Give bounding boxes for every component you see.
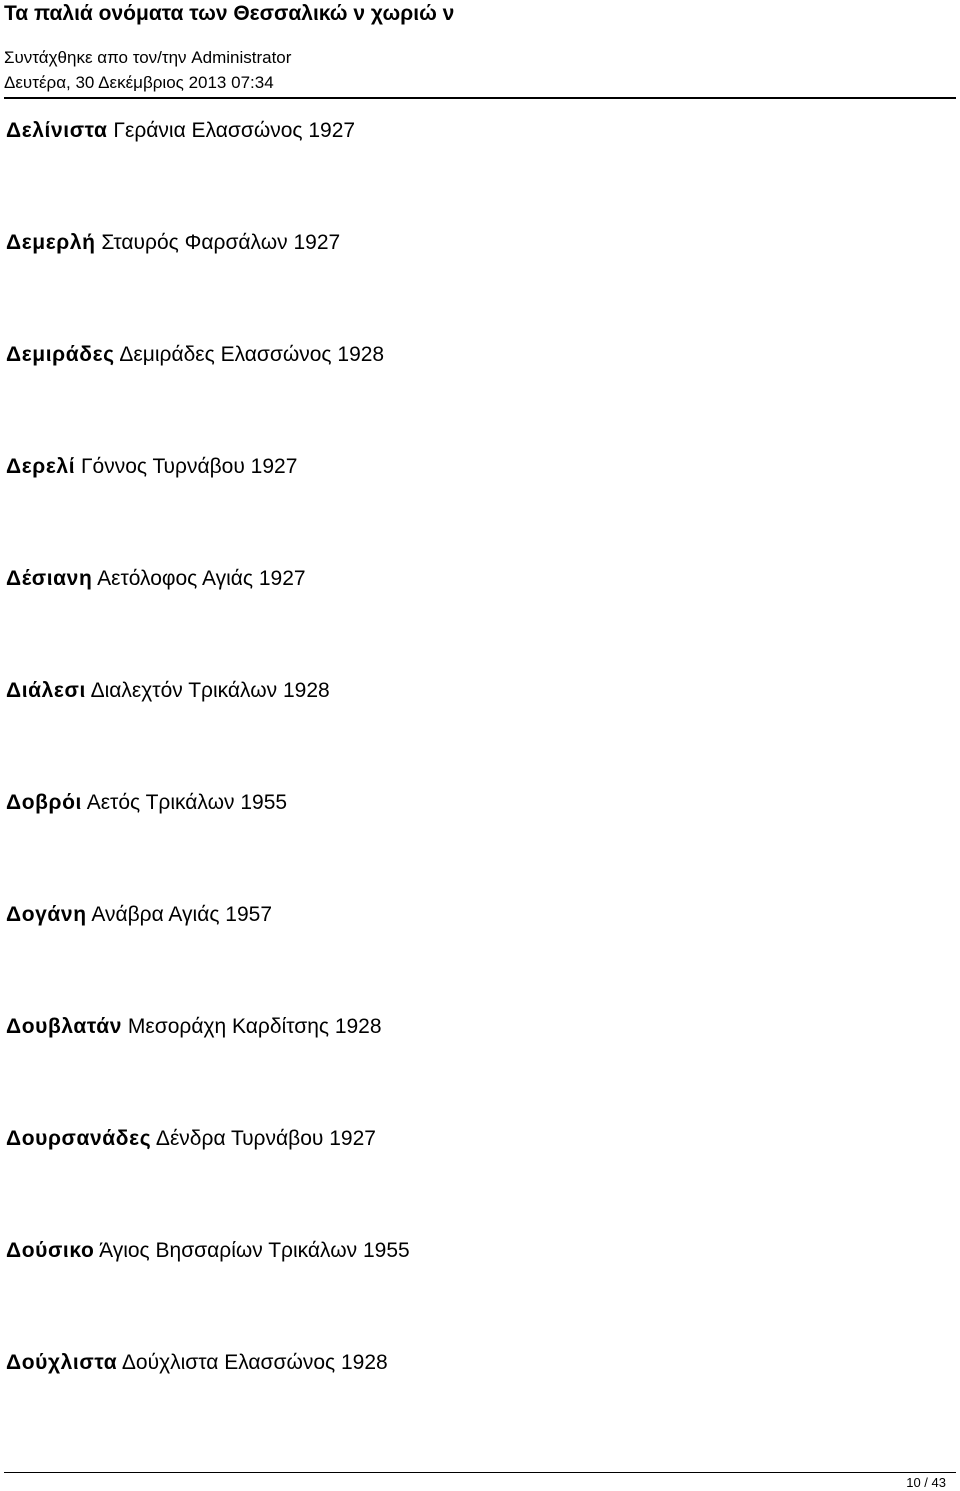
- new-village-name: Αετός Τρικάλων 1955: [86, 791, 288, 814]
- date-line: Δευτέρα, 30 Δεκέμβριος 2013 07:34: [4, 73, 274, 92]
- page-title: Τα παλιά ονόματα των Θεσσαλικώ ν χωριώ ν: [4, 2, 455, 25]
- new-village-name: Δεμιράδες Ελασσώνος 1928: [119, 343, 385, 366]
- old-village-name: Δουρσανάδες: [6, 1127, 152, 1150]
- list-item: [6, 565, 946, 677]
- page-number: 10 / 43: [906, 1475, 946, 1490]
- old-village-name: Δουβλατάν: [6, 1015, 123, 1038]
- old-village-name: Δελίνιστα: [6, 119, 108, 142]
- list-item: [6, 1349, 946, 1461]
- old-village-name: Δούσικο: [6, 1239, 95, 1262]
- new-village-name: Διαλεχτόν Τρικάλων 1928: [90, 679, 330, 702]
- old-village-name: Διάλεσι: [6, 679, 86, 702]
- old-village-name: Δογάνη: [6, 903, 87, 926]
- list-item: [6, 229, 946, 341]
- new-village-name: Γόννος Τυρνάβου 1927: [80, 455, 298, 478]
- header-divider: [4, 97, 956, 99]
- list-item: [6, 677, 946, 789]
- old-village-name: Δούχλιστα: [6, 1351, 118, 1374]
- list-item: [6, 341, 946, 453]
- list-item: [6, 1237, 946, 1349]
- list-item: [6, 1013, 946, 1125]
- new-village-name: Άγιος Βησσαρίων Τρικάλων 1955: [99, 1239, 410, 1262]
- new-village-name: Μεσοράχη Καρδίτσης 1928: [127, 1015, 382, 1038]
- list-item: [6, 789, 946, 901]
- old-village-name: Δέσιανη: [6, 567, 93, 590]
- new-village-name: Σταυρός Φαρσάλων 1927: [101, 231, 341, 254]
- list-item: [6, 901, 946, 1013]
- footer-divider: [4, 1472, 956, 1473]
- old-village-name: Δοβρόι: [6, 791, 82, 814]
- list-item: [6, 1125, 946, 1237]
- new-village-name: Γεράνια Ελασσώνος 1927: [113, 119, 356, 142]
- list-item: [6, 117, 946, 229]
- list-item: [6, 453, 946, 565]
- old-village-name: Δερελί: [6, 455, 76, 478]
- new-village-name: Ανάβρα Αγιάς 1957: [91, 903, 273, 926]
- new-village-name: Δούχλιστα Ελασσώνος 1928: [121, 1351, 388, 1374]
- village-name-list: [6, 117, 946, 1461]
- old-village-name: Δεμιράδες: [6, 343, 115, 366]
- new-village-name: Αετόλοφος Αγιάς 1927: [97, 567, 306, 590]
- new-village-name: Δένδρα Τυρνάβου 1927: [155, 1127, 376, 1150]
- old-village-name: Δεμερλή: [6, 231, 96, 254]
- author-line: Συντάχθηκε απο τον/την Administrator: [4, 48, 292, 67]
